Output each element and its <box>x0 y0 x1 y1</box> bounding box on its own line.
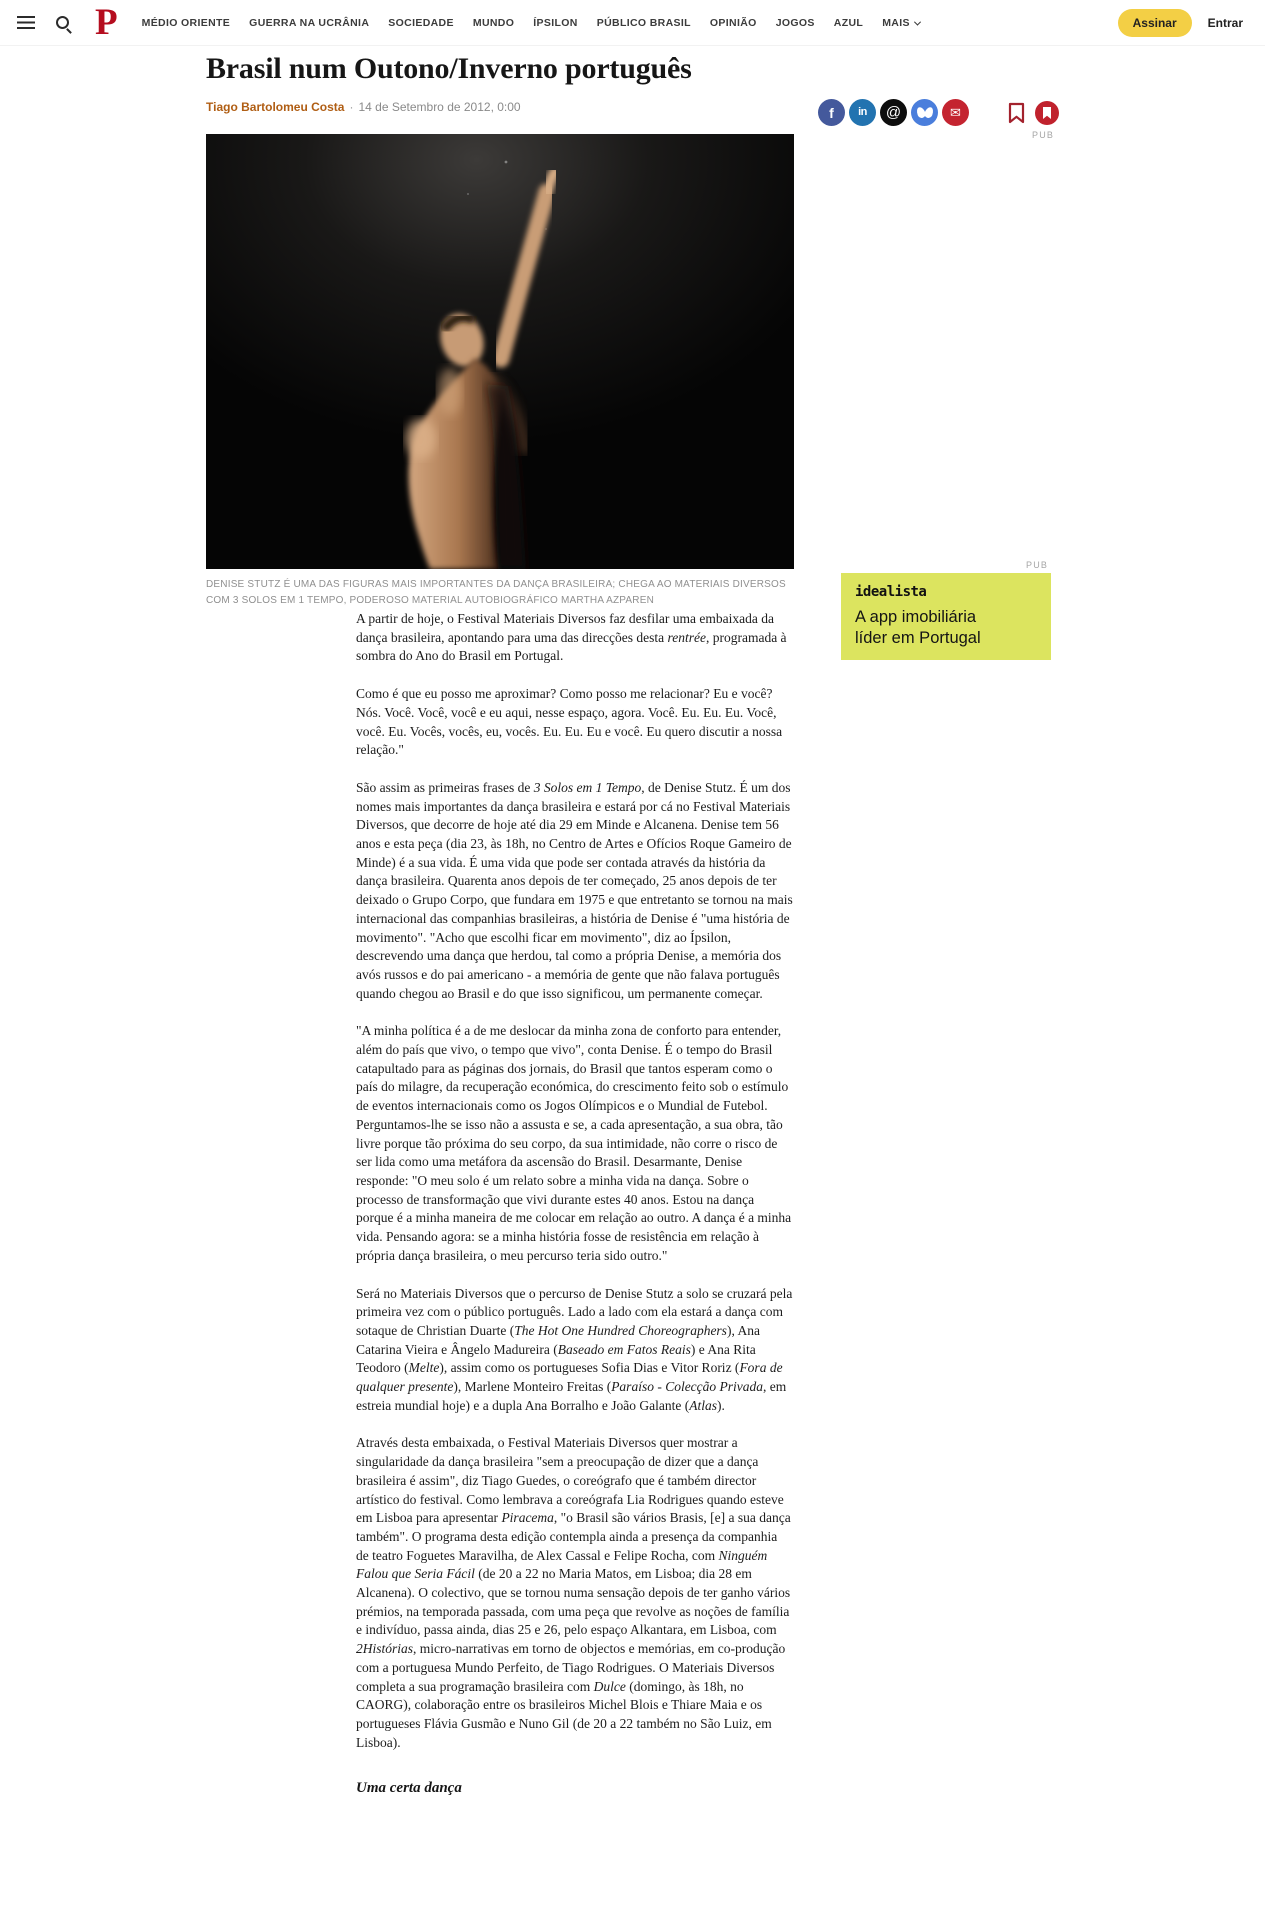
publico-logo[interactable]: P <box>95 2 118 43</box>
butterfly-glyph <box>917 107 933 119</box>
byline <box>206 100 521 114</box>
nav-item-mundo[interactable]: MUNDO <box>472 16 515 29</box>
nav-item-ipsilon[interactable]: ÍPSILON <box>533 16 578 29</box>
nav-item-publico-brasil[interactable]: PÚBLICO BRASIL <box>596 16 691 29</box>
entrar-link[interactable]: Entrar <box>1207 15 1243 30</box>
article-date: 14 de Setembro de 2012, 0:00 <box>358 100 521 114</box>
facebook-icon-glyph: f <box>829 104 834 121</box>
email-icon-glyph: ✉ <box>950 105 961 120</box>
bookmark-filled-circle-icon[interactable] <box>1035 101 1059 125</box>
pub-label-top: PUB <box>1032 130 1055 140</box>
article-photo <box>206 134 794 569</box>
bluesky-icon[interactable] <box>911 99 938 126</box>
paragraph: "A minha política é a de me deslocar da minha zona de conforto para entender, além do país que vivo, o tempo que vivo", conta Denise. É o tempo do Brasil catapultado para as páginas dos jornais, do Brasil que tantos esperam como o país do milagre, da recuperação económica, do crescimento feito sob o estímulo de eventos internacionais como os Jogos Olímpicos e o Mundial de Futebol. Perguntamos-lhe se isso não a assusta e se, a cada apresentação, a sua obra, tão livre porque tão próxima do seu corpo, da sua intimidade, não corre o risco de ser lida como uma metáfora da ascensão do Brasil. Desarmante, Denise responde: "O meu solo é um relato sobre a minha vida na dança. Sobre o processo de transformação que vivi durante estes 40 anos. Estou na dança porque é a minha maneira de me colocar em relação ao outro. A dança é a minha vida. Pensando agora: se a minha história fosse de resistência em relação à própria dança brasileira, o meu percurso teria sido outro." <box>356 1023 792 1263</box>
top-nav <box>0 0 1265 46</box>
ad-line-2: líder em Portugal <box>855 629 981 647</box>
page-title: Brasil num Outono/Inverno português <box>206 52 692 85</box>
nav-item-azul[interactable]: AZUL <box>833 16 864 29</box>
ad-line-1: A app imobiliária <box>855 608 977 626</box>
search-icon[interactable] <box>56 16 69 29</box>
linkedin-icon-glyph: in <box>858 106 867 118</box>
nav-item-guerra-na-ucrania[interactable]: GUERRA NA UCRÂNIA <box>249 16 370 29</box>
article-body <box>356 610 793 1798</box>
dancer-photo-illustration <box>206 134 794 569</box>
save-row <box>1007 101 1059 125</box>
paragraph: Será no Materiais Diversos que o percurso de Denise Stutz a solo se cruzará pela primeira vez com o público português. Lado a lado com ela estará a dança com sotaque de Christian Duarte (The Hot One Hundred Choreographers), Ana Catarina Vieira e Ângelo Madureira (Baseado em Fatos Reais) e Ana Rita Teodoro (Melte), assim como os portugueses Sofia Dias e Vitor Roriz (Fora de qualquer presente), Marlene Monteiro Freitas (Paraíso - Colecção Privada, em estreia mundial hoje) e a dupla Ana Borralho e João Galante (Atlas). <box>356 1285 793 1413</box>
assinar-button[interactable]: Assinar <box>1118 9 1192 37</box>
paragraph: Como é que eu posso me aproximar? Como posso me relacionar? Eu e você? Nós. Você. Você, você e eu aqui, nesse espaço, agora. Você. Eu. Eu. Eu. Você, você. Eu. Vocês, vocês, eu, vocês. Eu. Eu. Eu e você. Eu quero discutir a nossa relação." <box>356 686 783 758</box>
paragraph: Através desta embaixada, o Festival Materiais Diversos quer mostrar a singularidade da dança brasileira "sem a preocupação de dizer que a dança brasileira é assim", diz Tiago Guedes, o coreógrafo que é também director artístico do festival. Como lembrava a coreógrafa Lia Rodrigues quando esteve em Lisboa para apresentar Piracema, "o Brasil são vários Brasis, [e] a sua dança também". O programa desta edição contempla ainda a presença da companhia de teatro Foguetes Maravilha, de Alex Cassal e Felipe Rocha, com Ninguém Falou que Seria Fácil (de 20 a 22 no Maria Matos, em Lisboa; dia 28 em Alcanena). O colectivo, que se tornou numa sensação depois de ter ganho vários prémios, na temporada passada, com uma peça que revolve as noções de família e indivíduo, passa ainda, dias 25 e 26, pelo espaço Alkantara, em Lisboa, com 2Histórias, micro-narrativas em torno de objectos e memórias, em co-produção com a portuguesa Mundo Perfeito, de Tiago Rodrigues. O Materiais Diversos completa a sua programação brasileira com Dulce (domingo, às 18h, no CAORG), colaboração entre os brasileiros Michel Blois e Thiare Maia e os portugueses Flávia Gusmão e Nuno Gil (de 20 a 22 também no São Luiz, em Lisboa). <box>356 1435 791 1750</box>
author-link[interactable]: Tiago Bartolomeu Costa <box>206 100 345 114</box>
paragraph: São assim as primeiras frases de 3 Solos em 1 Tempo, de Denise Stutz. É um dos nomes mais importantes da dança brasileira e estará por cá no Festival Materiais Diversos, que decorre de hoje até dia 29 em Minde e Alcanena. Denise tem 56 anos e esta peça (dia 23, às 18h, no Centro de Artes e Ofícios Roque Gameiro de Minde) é a sua vida. É uma vida que pode ser contada através da história da dança brasileira. Quarenta anos depois de ter começado, 25 anos depois de ter deixado o Grupo Corpo, que fundara em 1975 e que entretanto se tornou na mais internacional das companhias brasileiras, a história de Denise é "uma história de movimento". "Acho que escolhi ficar em movimento", diz ao Ípsilon, descrevendo uma dança que herdou, tal como a própria Denise, a memória dos avós russos e do pai americano - a memória de gente que não falava português quando chegou ao Brasil e do que isso significou, um permanente começar. <box>356 779 793 1001</box>
facebook-icon[interactable] <box>818 99 845 126</box>
nav-item-opiniao[interactable]: OPINIÃO <box>709 16 757 29</box>
idealista-ad[interactable] <box>841 573 1051 660</box>
nav-item-sociedade[interactable]: SOCIEDADE <box>388 16 454 29</box>
byline-separator: · <box>349 100 354 114</box>
bookmark-outline-icon[interactable] <box>1007 102 1026 124</box>
share-row <box>818 99 969 126</box>
article-subheading: Uma certa dança <box>356 1780 462 1797</box>
nav-right <box>1118 9 1265 37</box>
menu-icon[interactable] <box>17 16 35 29</box>
idealista-logo: idealista <box>855 584 927 600</box>
linkedin-icon[interactable] <box>849 99 876 126</box>
photo-caption: DENISE STUTZ É UMA DAS FIGURAS MAIS IMPORTANTES DA DANÇA BRASILEIRA; CHEGA AO MATERIAIS DIVERSOS COM 3 SOLOS EM 1 TEMPO, PODEROSO MATERIAL AUTOBIOGRÁFICO MARTHA AZPAREN <box>206 579 786 606</box>
nav-item-medio-oriente[interactable]: MÉDIO ORIENTE <box>141 16 231 29</box>
email-icon[interactable] <box>942 99 969 126</box>
threads-icon[interactable] <box>880 99 907 126</box>
pub-label-side: PUB <box>1026 560 1049 570</box>
threads-icon-glyph: @ <box>885 104 902 121</box>
nav-item-jogos[interactable]: JOGOS <box>775 16 815 29</box>
nav-item-mais[interactable]: MAIS <box>882 17 920 29</box>
nav-menu <box>142 17 920 29</box>
paragraph: A partir de hoje, o Festival Materiais Diversos faz desfilar uma embaixada da dança brasileira, apontando para uma das direcções desta rentrée, programada à sombra do Ano do Brasil em Portugal. <box>356 611 787 664</box>
chevron-down-icon <box>914 18 921 25</box>
